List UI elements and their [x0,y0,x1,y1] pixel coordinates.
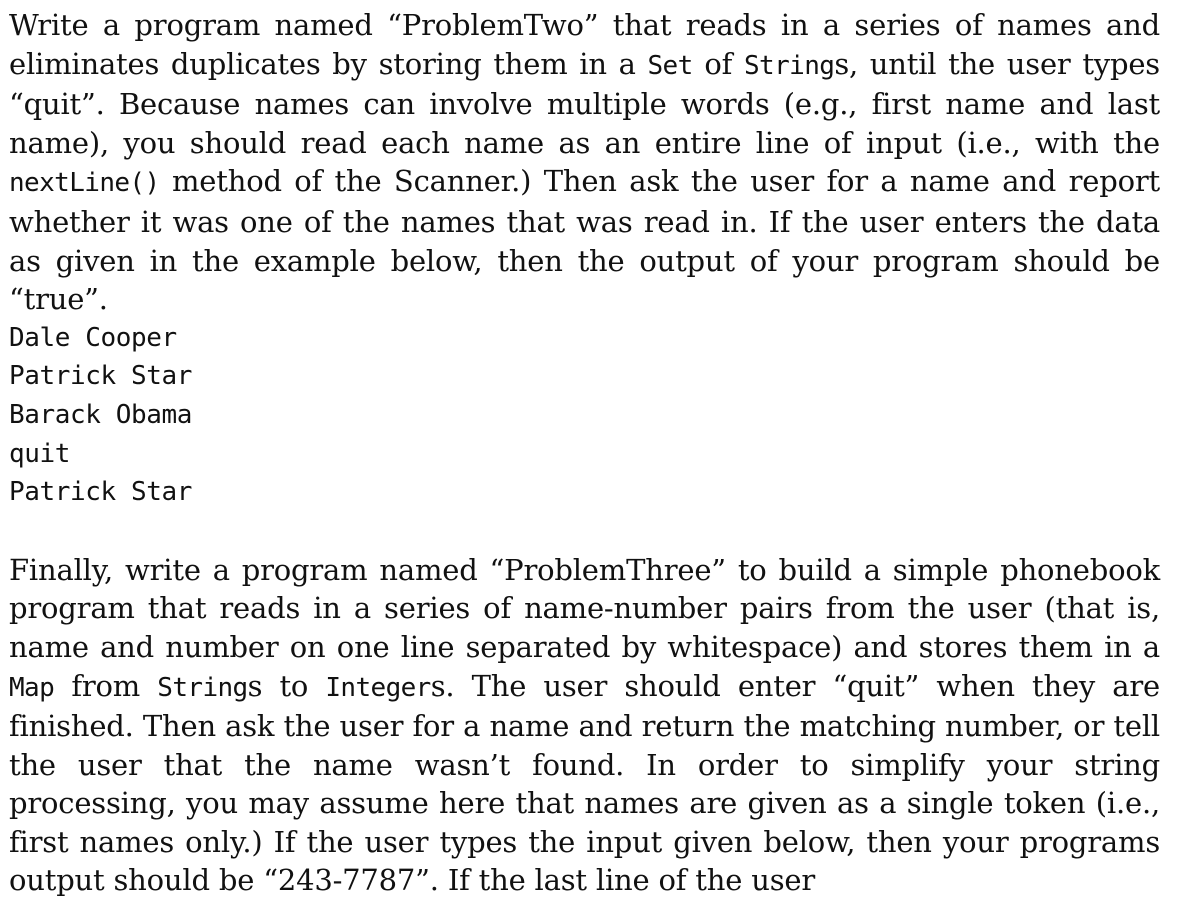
example-line-5: Patrick Star [9,477,193,508]
problem-three-paragraph [9,551,1160,900]
code-map: Map [9,672,55,703]
code-integer: Integer [325,672,431,703]
code-nextline: nextLine() [9,168,160,199]
problem-three-text-4: s. The user should enter “quit” when they are finished. Then ask the user for a name and return the matching number, or tell the user that the name wasn’t found. In order to simplify your string processing, you may assume here that names are given as a single token (i.e., first names only.) If the user types the input given below, then your programs output should be “243-7787”. If the last line of the user [9,668,1160,898]
example-line-4: quit [9,438,71,469]
problem-three-text-3: s to [247,668,326,703]
example-line-2: Patrick Star [9,361,193,392]
problem-two-text-4: method of the Scanner.) Then ask the user for a name and report whether it was one of the names that was read in. If the user enters the data as given in the example below, then the output of your program should be “true”. [9,164,1160,317]
problem-two-text-2: of [692,46,744,81]
problem-three-text-1: Finally, write a program named “ProblemThree” to build a simple phonebook program that reads in a series of name-number pairs from the user (that is, name and number on one line separated by whitespace) and stores them in a [9,552,1160,664]
code-string: String [744,50,835,81]
problem-three-text-2: from [54,668,158,703]
example-line-3: Barack Obama [9,399,193,430]
problem-two-text-3: s, until the user types “quit”. Because names can involve multiple words (e.g., first name and last name), you should read each name as an entire line of input (i.e., with the [9,46,1160,160]
code-string-2: String [157,672,248,703]
example-line-1: Dale Cooper [9,322,177,353]
document-page [9,6,1160,900]
code-set: Set [647,50,693,81]
problem-two-text-1: Write a program named “ProblemTwo” that reads in a series of names and eliminates duplicates by storing them in a [9,8,1160,81]
example-input-block [9,319,1160,512]
problem-two-paragraph [9,6,1160,319]
